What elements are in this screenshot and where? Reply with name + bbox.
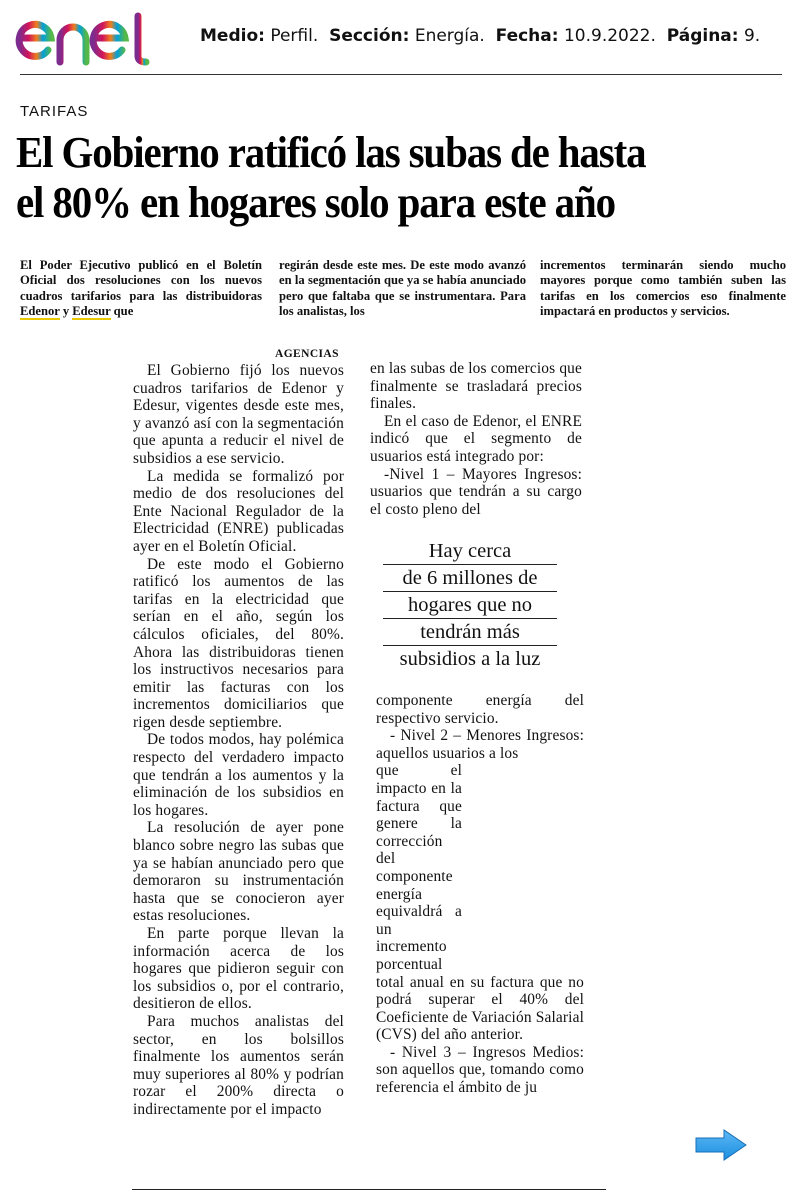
seccion-value: Energía. (414, 26, 485, 46)
headline-line-2: el 80% en hogares solo para este año (16, 178, 615, 227)
pull-quote-line: Hay cerca (383, 538, 557, 565)
seccion-label: Sección: (329, 26, 410, 46)
pull-quote-line: tendrán más (383, 619, 557, 646)
pull-quote (383, 538, 557, 672)
pull-quote-line: hogares que no (383, 592, 557, 619)
paragraph: -Nivel 1 – Mayores Ingresos: usuarios que tendrán a su cargo el costo pleno del (370, 465, 582, 518)
paragraph: componente energía del respectivo servicio. (376, 692, 584, 727)
section-kicker: TARIFAS (20, 103, 89, 120)
fecha-value: 10.9.2022. (563, 26, 656, 46)
paragraph: En el caso de Edenor, el ENRE indicó que el segmento de usuarios está integrado por: (370, 412, 582, 465)
fecha-label: Fecha: (495, 26, 559, 46)
pull-quote-line: subsidios a la luz (399, 648, 541, 670)
edenor-highlight: Edenor (20, 304, 60, 319)
lead-text: El Poder Ejecutivo publicó en el Boletín Oficial dos resoluciones con los nuevos cuadros tarifarios para las distribuidoras (20, 258, 262, 303)
body-column-2-top (370, 360, 582, 518)
paragraph: La medida se formalizó por medio de dos resoluciones del Ente Nacional Regulador de la Electricidad (ENRE) publicadas ayer en el Boletín Oficial. (133, 467, 344, 555)
paragraph: El Gobierno fijó los nuevos cuadros tarifarios de Edenor y Edesur, vigentes desde este mes, y avanzó así con la segmentación que apunta a reducir el nivel de subsidios a ese servicio. (133, 362, 344, 467)
headline (16, 128, 796, 228)
paragraph: De todos modos, hay polémica respecto del verdadero impacto que tendrán a los aumentos y la eliminación de los subsidios en los hogares. (133, 731, 344, 819)
paragraph: - Nivel 2 – Menores Ingresos: aquellos usuarios a los (376, 727, 584, 762)
lead-text-end: que (110, 304, 134, 319)
medio-value: Perfil. (270, 26, 319, 46)
body-column-1 (133, 362, 344, 1119)
lead-column-1 (20, 258, 262, 320)
clipping-metadata (200, 26, 760, 46)
enel-logo (14, 10, 170, 68)
lead-column-2: regirán desde este mes. De este modo avanzó en la segmentación que ya se había anunciado pero que faltaba que se instrumentara. Para los analistas, los (279, 258, 526, 319)
medio-label: Medio: (200, 26, 265, 46)
paragraph: La resolución de ayer pone blanco sobre negro las subas que ya se habían anunciado pero que demoraron su instrumentación hasta que se conocieron ayer estas resoluciones. (133, 819, 344, 925)
paragraph: en las subas de los comercios que finalmente se trasladará precios finales. (370, 360, 582, 413)
footer-divider (132, 1189, 606, 1190)
edesur-highlight: Edesur (72, 304, 111, 319)
byline: AGENCIAS (275, 348, 339, 360)
paragraph: total anual en su factura que no podrá superar el 40% del Coeficiente de Variación Salarial (CVS) del año anterior. (376, 973, 584, 1044)
lead-connector: y (59, 304, 73, 319)
right-arrow-icon[interactable] (694, 1128, 748, 1162)
pagina-label: Página: (666, 26, 739, 46)
paragraph: En parte porque llevan la información acerca de los hogares que pidieron seguir con los subsidios o, por el contrario, desitieron de ellos. (133, 925, 344, 1013)
pagina-value: 9. (743, 26, 761, 46)
headline-line-1: El Gobierno ratificó las subas de hasta (16, 128, 646, 177)
pull-quote-line: de 6 millones de (383, 565, 557, 592)
lead-column-3: incrementos terminarán siendo mucho mayores porque como también suben las tarifas en los comercios eso finalmente impactará en productos y servicios. (540, 258, 786, 319)
paragraph: - Nivel 3 – Ingresos Medios: son aquellos que, tomando como referencia el ámbito de ju (376, 1043, 584, 1097)
header-divider (20, 74, 782, 75)
paragraph: Para muchos analistas del sector, en los bolsillos finalmente los aumentos serán muy superiores al 80% y podrían rozar el 200% directa o indirectamente por el impacto (133, 1012, 344, 1118)
narrow-paragraph: que el impacto en la factura que genere la corrección del componente energía equivaldrá a un incremento porcentual (376, 762, 462, 973)
body-column-2-bottom (376, 692, 584, 1097)
paragraph: De este modo el Gobierno ratificó los aumentos de las tarifas en la electricidad que serían en el año, según los cálculos oficiales, del 80%. Ahora las distribuidoras tienen los instructivos necesarios para emitir las facturas con los incrementos domiciliarios que rigen desde septiembre. (133, 555, 344, 731)
